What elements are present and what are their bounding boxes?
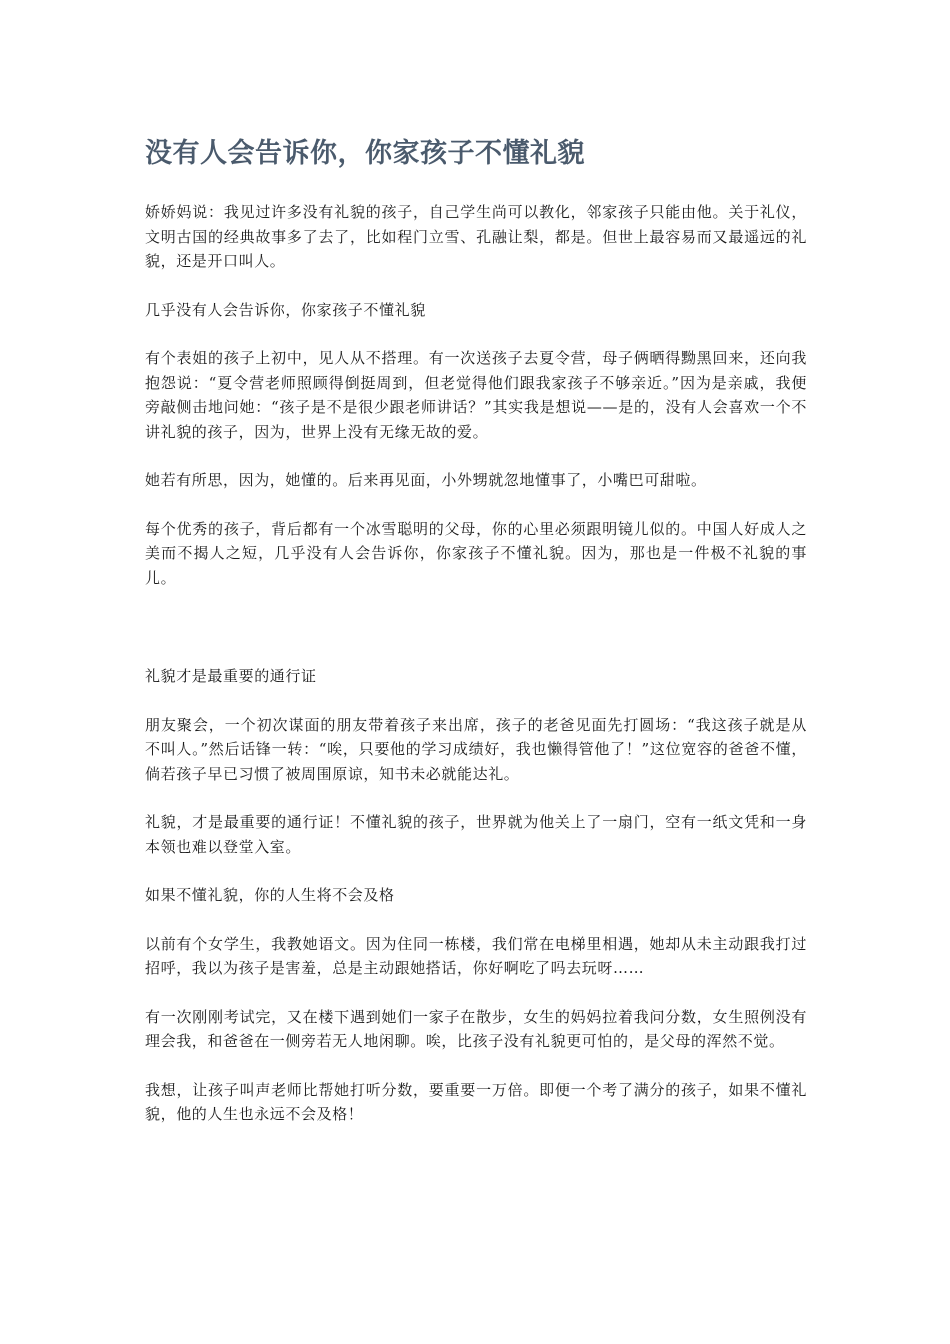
paragraph: 以前有个女学生，我教她语文。因为住同一栋楼，我们常在电梯里相遇，她却从未主动跟我打过招呼，我以为孩子是害羞，总是主动跟她搭话，你好啊吃了吗去玩呀…… <box>145 934 807 977</box>
paragraph: 每个优秀的孩子，背后都有一个冰雪聪明的父母，你的心里必须跟明镜儿似的。中国人好成人之美而不揭人之短，几乎没有人会告诉你，你家孩子不懂礼貌。因为，那也是一件极不礼貌的事儿。 <box>145 519 807 587</box>
paragraph: 有一次刚刚考试完，又在楼下遇到她们一家子在散步，女生的妈妈拉着我问分数，女生照例没有理会我，和爸爸在一侧旁若无人地闲聊。唉，比孩子没有礼貌更可怕的，是父母的浑然不觉。 <box>145 1007 807 1050</box>
section-heading-2: 礼貌才是最重要的通行证 <box>145 667 317 685</box>
paragraph: 有个表姐的孩子上初中，见人从不搭理。有一次送孩子去夏令营，母子俩晒得黝黑回来，还向我抱怨说：“夏令营老师照顾得倒挺周到，但老觉得他们跟我家孩子不够亲近。”因为是亲戚，我便旁敲侧击地问她：“孩子是不是很少跟老师讲话？”其实我是想说——是的，没有人会喜欢一个不讲礼貌的孩子，因为，世界上没有无缘无故的爱。 <box>145 349 808 441</box>
section-heading-1: 几乎没有人会告诉你，你家孩子不懂礼貌 <box>145 300 426 319</box>
paragraph: 朋友聚会，一个初次谋面的朋友带着孩子来出席，孩子的老爸见面先打圆场：“我这孩子就是从不叫人。”然后话锋一转：“唉，只要他的学习成绩好，我也懒得管他了！”这位宽容的爸爸不懂，倘若孩子早已习惯了被周围原谅，知书未必就能达礼。 <box>145 715 807 783</box>
paragraph: 我想，让孩子叫声老师比帮她打听分数，要重要一万倍。即便一个考了满分的孩子，如果不懂礼貌，他的人生也永远不会及格！ <box>145 1080 807 1123</box>
paragraph: 礼貌，才是最重要的通行证！不懂礼貌的孩子，世界就为他关上了一扇门，空有一纸文凭和一身本领也难以登堂入室。 <box>145 813 807 856</box>
section-gap <box>145 614 807 664</box>
document-page <box>145 136 807 1151</box>
intro-paragraph: 娇娇妈说：我见过许多没有礼貌的孩子，自己学生尚可以教化，邻家孩子只能由他。关于礼仪，文明古国的经典故事多了去了，比如程门立雪、孔融让梨，都是。但世上最容易而又最遥远的礼貌，还是开口叫人。 <box>145 203 807 270</box>
section-heading-3: 如果不懂礼貌，你的人生将不会及格 <box>145 886 395 904</box>
paragraph: 她若有所思，因为，她懂的。后来再见面，小外甥就忽地懂事了，小嘴巴可甜啦。 <box>145 471 707 489</box>
page-title: 没有人会告诉你，你家孩子不懂礼貌 <box>145 138 585 169</box>
